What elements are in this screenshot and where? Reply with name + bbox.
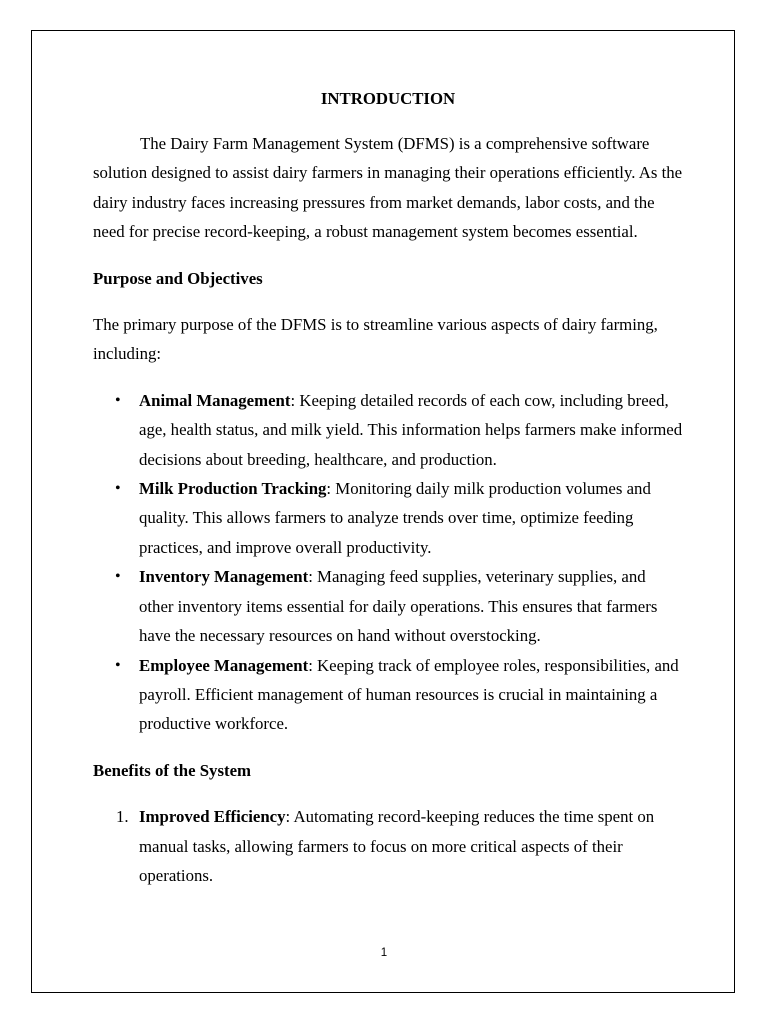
page-number: 1 — [380, 947, 388, 959]
list-item-term: Animal Management — [139, 390, 291, 410]
section-heading-purpose: Purpose and Objectives — [93, 268, 263, 288]
list-item — [93, 802, 683, 890]
list-item-text: : Managing feed supplies, veterinary supplies, and other inventory items essential for daily operations. This ensures that farmers have the necessary resources on hand without overstocking. — [139, 567, 658, 646]
list-item — [93, 651, 683, 739]
bullet-icon: • — [115, 480, 121, 498]
bullet-icon: • — [115, 391, 121, 409]
list-item-term: Milk Production Tracking — [139, 479, 327, 499]
objectives-list — [93, 386, 683, 739]
bullet-icon: • — [115, 568, 121, 586]
document-title: INTRODUCTION — [320, 89, 456, 108]
list-item-text: : Automating record-keeping reduces the time spent on manual tasks, allowing farmers to focus on more critical aspects of their operations. — [139, 807, 655, 885]
list-item-text: : Keeping track of employee roles, responsibilities, and payroll. Efficient management of human resources is crucial in maintaining a productive workforce. — [139, 655, 679, 734]
benefits-list — [93, 802, 683, 890]
list-item-number: 1. — [116, 807, 129, 827]
list-item — [93, 562, 683, 650]
list-item — [93, 386, 683, 474]
section-heading-benefits: Benefits of the System — [93, 760, 251, 780]
list-item — [93, 474, 683, 562]
document-body — [93, 84, 683, 890]
list-item-term: Inventory Management — [139, 567, 309, 587]
list-item-text: : Keeping detailed records of each cow, including breed, age, health status, and milk yield. This information helps farmers make informed decisions about breeding, healthcare, and production. — [139, 390, 683, 469]
list-item-term: Improved Efficiency — [139, 807, 286, 827]
intro-paragraph: The Dairy Farm Management System (DFMS) is a comprehensive software solution designed to assist dairy farmers in managing their operations efficiently. As the dairy industry faces increasing pressures from market demands, labor costs, and the need for precise record-keeping, a robust management system becomes essential. — [93, 134, 683, 242]
list-item-term: Employee Management — [139, 655, 309, 675]
list-item-text: : Monitoring daily milk production volumes and quality. This allows farmers to analyze trends over time, optimize feeding practices, and improve overall productivity. — [139, 479, 651, 557]
purpose-paragraph: The primary purpose of the DFMS is to streamline various aspects of dairy farming, including: — [93, 315, 658, 364]
bullet-icon: • — [115, 656, 121, 674]
